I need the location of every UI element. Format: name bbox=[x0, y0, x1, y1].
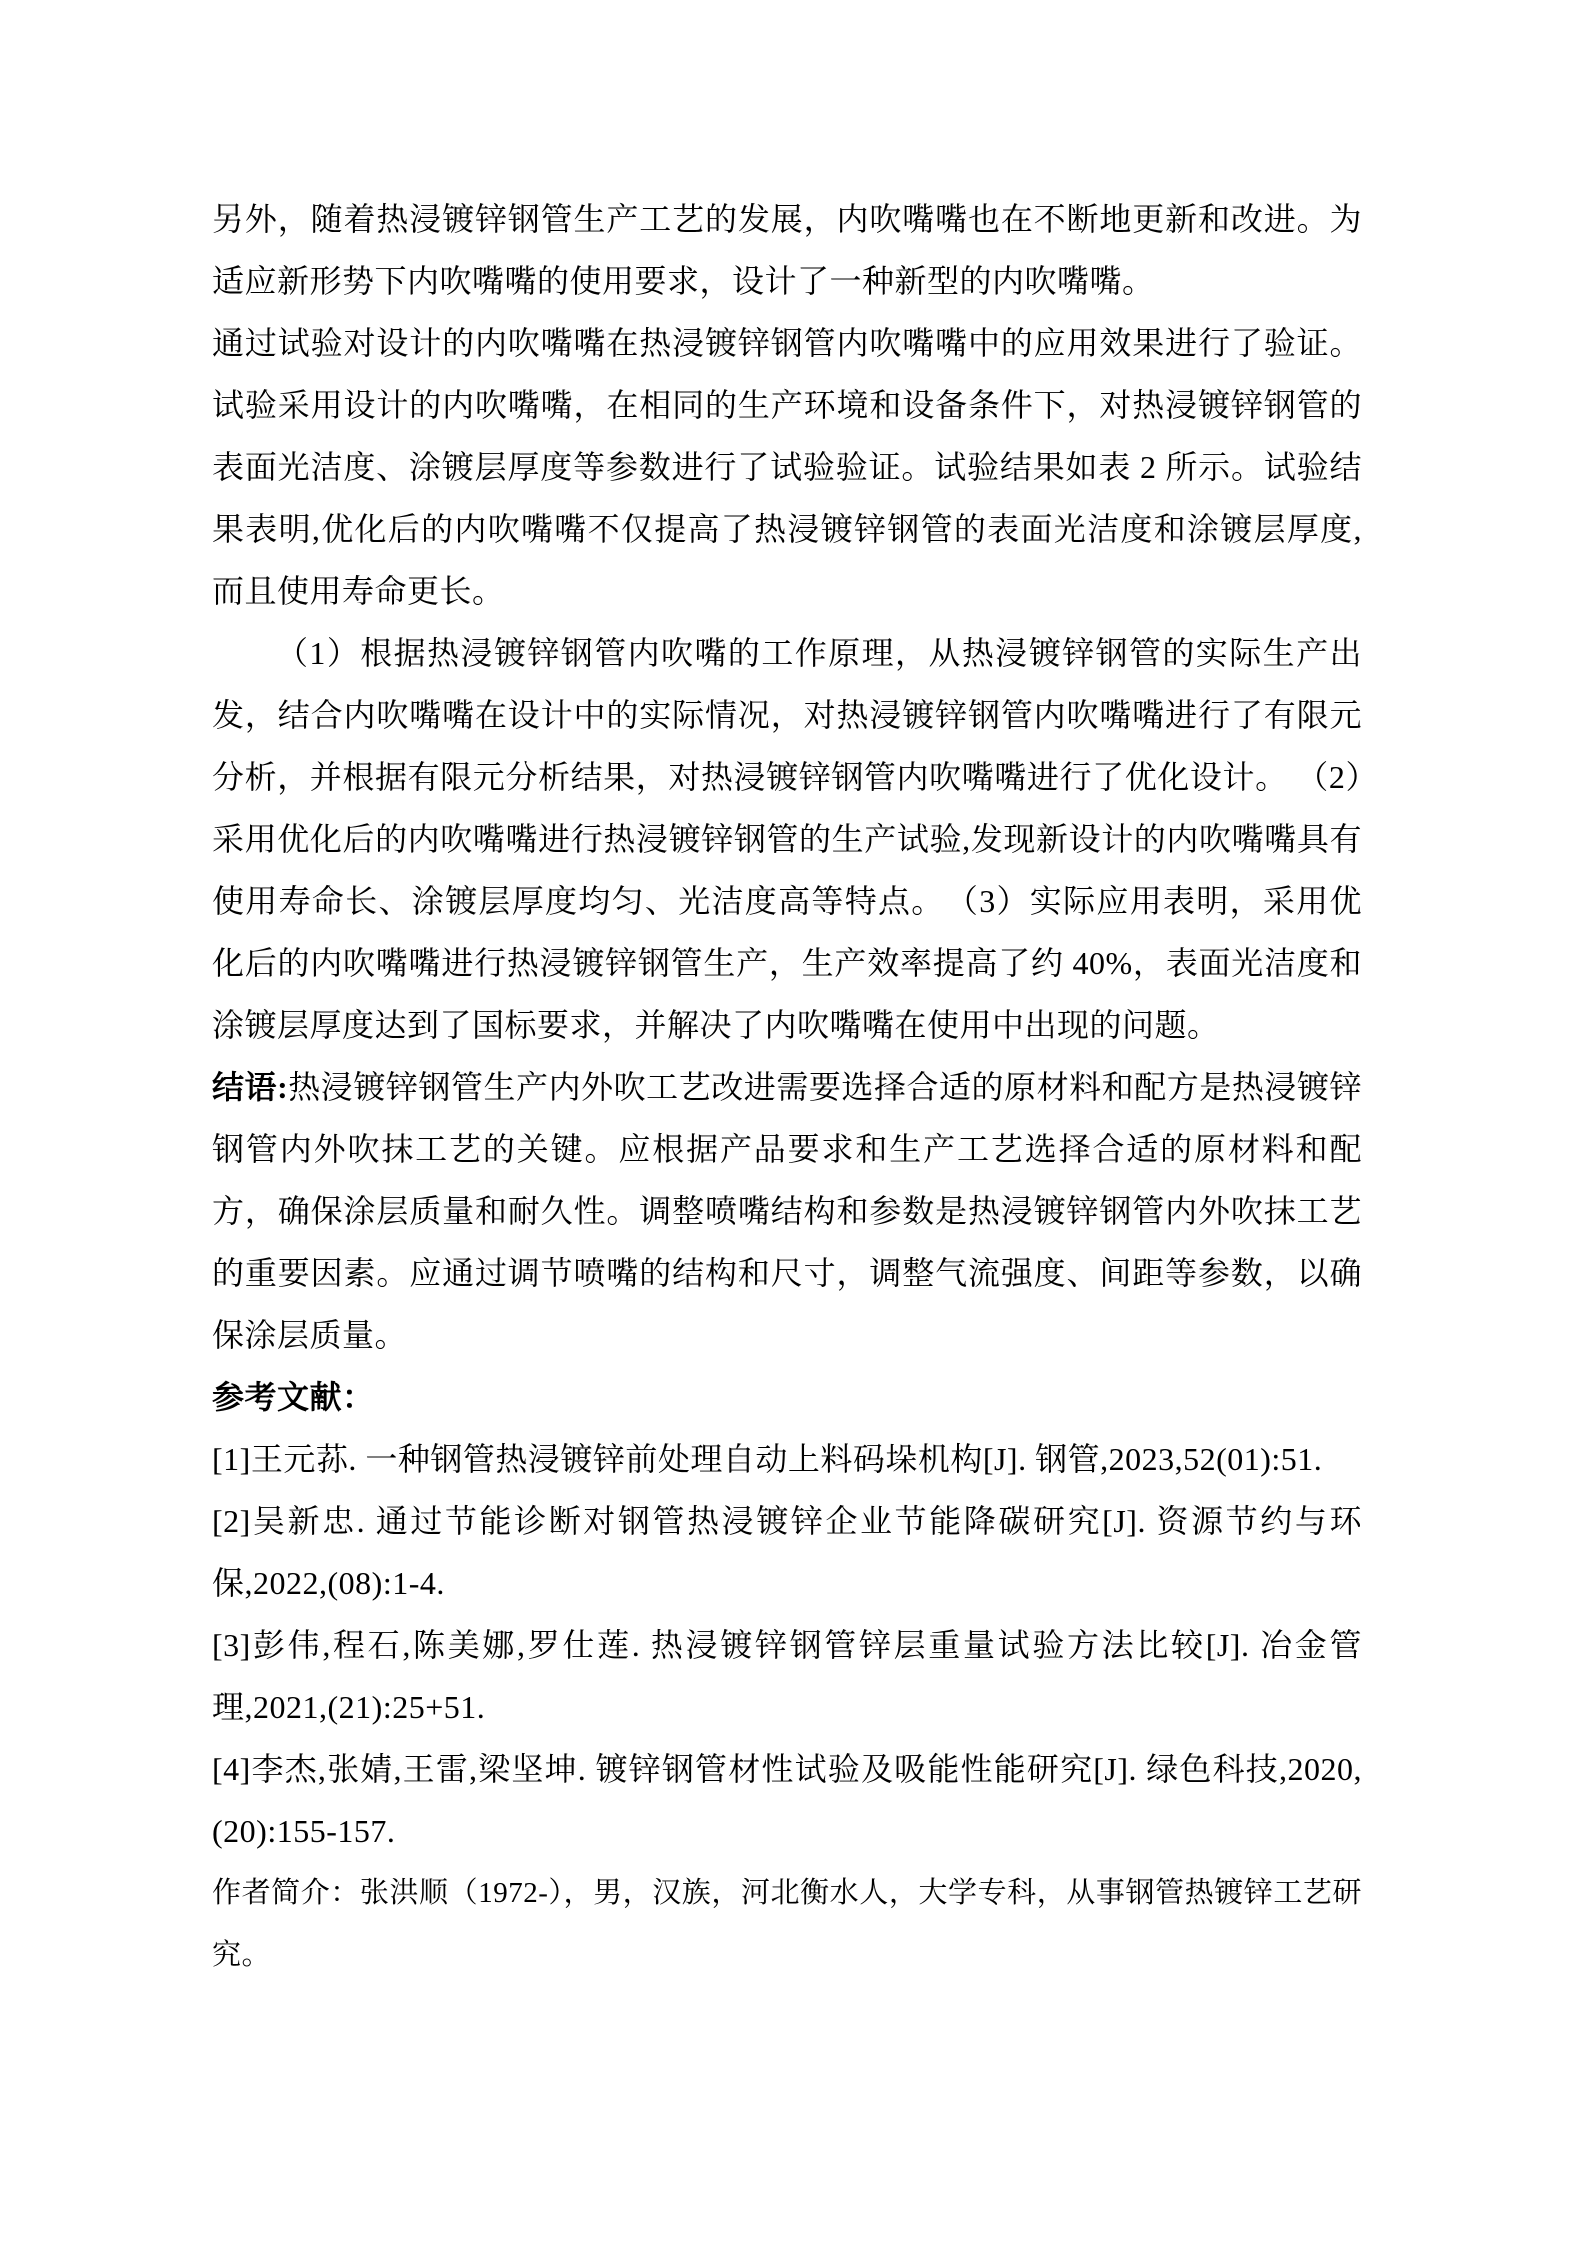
conclusion-label: 结语: bbox=[212, 1069, 289, 1105]
intro-paragraph: 另外，随着热浸镀锌钢管生产工艺的发展，内吹嘴嘴也在不断地更新和改进。为适应新形势下内吹嘴嘴的使用要求，设计了一种新型的内吹嘴嘴。 bbox=[212, 201, 1362, 299]
experiment-paragraph: 通过试验对设计的内吹嘴嘴在热浸镀锌钢管内吹嘴嘴中的应用效果进行了验证。试验采用设计的内吹嘴嘴，在相同的生产环境和设备条件下，对热浸镀锌钢管的表面光洁度、涂镀层厚度等参数进行了试验验证。试验结果如表 2 所示。试验结果表明,优化后的内吹嘴嘴不仅提高了热浸镀锌钢管的表面光洁度和涂镀层厚度,而且使用寿命更长。 bbox=[212, 325, 1362, 609]
document-content bbox=[212, 188, 1362, 1986]
reference-item-3: [3]彭伟,程石,陈美娜,罗仕莲. 热浸镀锌钢管锌层重量试验方法比较[J]. 冶金管理,2021,(21):25+51. bbox=[212, 1627, 1362, 1725]
conclusion-paragraph bbox=[212, 1056, 1362, 1366]
author-note: 作者简介：张洪顺（1972-），男，汉族，河北衡水人，大学专科，从事钢管热镀锌工艺研究。 bbox=[212, 1877, 1362, 1971]
findings-paragraph: （1）根据热浸镀锌钢管内吹嘴的工作原理，从热浸镀锌钢管的实际生产出发，结合内吹嘴嘴在设计中的实际情况，对热浸镀锌钢管内吹嘴嘴进行了有限元分析，并根据有限元分析结果，对热浸镀锌钢管内吹嘴嘴进行了优化设计。 （2）采用优化后的内吹嘴嘴进行热浸镀锌钢管的生产试验,发现新设计的内吹嘴嘴具有使用寿命长、涂镀层厚度均匀、光洁度高等特点。 （3）实际应用表明，采用优化后的内吹嘴嘴进行热浸镀锌钢管生产，生产效率提高了约 40%，表面光洁度和涂镀层厚度达到了国标要求，并解决了内吹嘴嘴在使用中出现的问题。 bbox=[212, 635, 1362, 1043]
references-heading: 参考文献： bbox=[212, 1379, 375, 1415]
reference-item-1: [1]王元荪. 一种钢管热浸镀锌前处理自动上料码垛机构[J]. 钢管,2023,52(01):51. bbox=[212, 1441, 1323, 1477]
conclusion-text: 热浸镀锌钢管生产内外吹工艺改进需要选择合适的原材料和配方是热浸镀锌钢管内外吹抹工艺的关键。应根据产品要求和生产工艺选择合适的原材料和配方，确保涂层质量和耐久性。调整喷嘴结构和参数是热浸镀锌钢管内外吹抹工艺的重要因素。应通过调节喷嘴的结构和尺寸，调整气流强度、间距等参数，以确保涂层质量。 bbox=[212, 1069, 1362, 1353]
reference-item-2: [2]吴新忠. 通过节能诊断对钢管热浸镀锌企业节能降碳研究[J]. 资源节约与环保,2022,(08):1-4. bbox=[212, 1503, 1362, 1601]
reference-item-4: [4]李杰,张婧,王雷,梁坚坤. 镀锌钢管材性试验及吸能性能研究[J]. 绿色科技,2020,(20):155-157. bbox=[212, 1751, 1362, 1849]
